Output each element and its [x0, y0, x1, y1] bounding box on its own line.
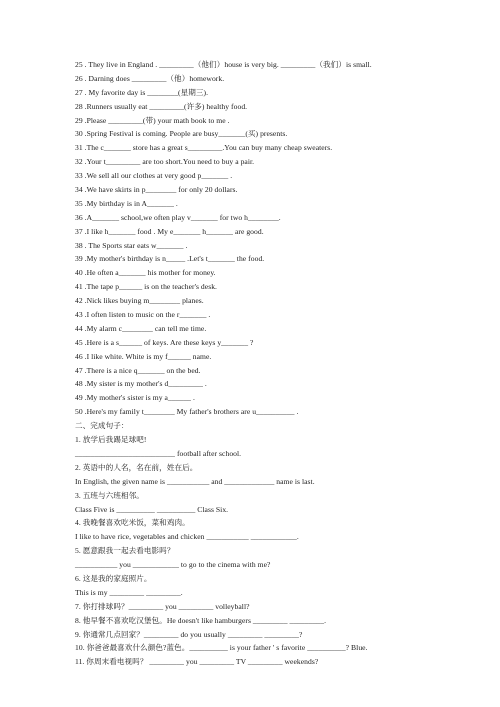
text-line: 45 .Here is a s______ of keys. Are these keys y_______ ? [75, 337, 254, 347]
text-line: 29 .Please _________(带) your math book to me . [75, 115, 230, 125]
text-line: 10. 你爸爸最喜欢什么颜色?蓝色。__________ is your father ' s favorite __________? Blue. [75, 643, 368, 653]
text-line: 41 .The tape p______ is on the teacher's desk. [75, 282, 218, 292]
text-line: 38 . The Sports star eats w_______ . [75, 240, 188, 250]
text-line: 32 .Your t_________ are too short.You need to buy a pair. [75, 157, 255, 167]
text-line: 2. 英语中的人名，名在前，姓在后。 [75, 462, 198, 472]
text-line: 31 .The c_______ store has a great s_________.You can buy many cheap sweaters. [75, 143, 333, 153]
text-line: 42 .Nick likes buying m________ planes. [75, 296, 204, 306]
text-line: 8. 他早餐不喜欢吃汉堡包。He doesn't like hamburgers _________ _________. [75, 615, 327, 625]
text-line: 46 .I like white. White is my f______ name. [75, 351, 212, 361]
text-line: 27 . My favorite day is ________(星期三). [75, 87, 209, 97]
text-line: 28 .Runners usually eat _________(许多) healthy food. [75, 101, 248, 111]
text-line: 二、完成句子： [75, 421, 129, 431]
text-line: 9. 你通常几点回家？_________ do you usually _________ _________? [75, 629, 303, 639]
text-line: This is my _________ _________. [75, 587, 183, 597]
text-line: 11. 你周末看电视吗？ _________ you _________ TV _________ weekends? [75, 657, 319, 667]
text-line: 6. 这是我的家庭照片。 [75, 573, 152, 583]
text-line: 4. 我晚餐喜欢吃米饭，菜和鸡肉。 [75, 518, 190, 528]
text-line: 34 .We have skirts in p________ for only 20 dollars. [75, 185, 238, 195]
text-line: 26 . Darning does _________（他）homework. [75, 73, 225, 83]
text-line: 37 .I like h_______ food . My e_______ h_______ are good. [75, 226, 264, 236]
text-line: 40 .He often a_______ his mother for money. [75, 268, 216, 278]
text-line: 30 .Spring Festival is coming. People are busy_______(买) presents. [75, 129, 288, 139]
text-line: 43 .I often listen to music on the r_______ . [75, 310, 211, 320]
text-line: 39 .My mother's birthday is n_____ .Let's t_______ the food. [75, 254, 265, 264]
text-line: 35 .My birthday is in A_______ . [75, 198, 178, 208]
text-line: 44 .My alarm c________ can tell me time. [75, 323, 207, 333]
text-line: 33 .We sell all our clothes at very good p_______ . [75, 171, 233, 181]
text-line: 1. 放学后我踢足球吧! [75, 435, 147, 445]
text-line: ___________ you ____________ to go to the cinema with me? [75, 560, 271, 570]
text-line: 5. 愿意跟我一起去看电影吗？ [75, 546, 175, 556]
text-line: 25 . They live in England . _________（他们）house is very big. _________（我们）is small. [75, 60, 372, 69]
text-line: 7. 你打排球吗？_________ you _________ volleyball? [75, 601, 250, 611]
text-line: In English, the given name is ___________ and _____________ name is last. [75, 476, 315, 486]
text-line: I like to have rice, vegetables and chicken ___________ ____________. [75, 532, 299, 542]
exercise-text [75, 58, 475, 669]
text-line: __________________________ football after school. [75, 448, 242, 458]
text-line: 47 .There is a nice q_______ on the bed. [75, 365, 201, 375]
text-line: 49 .My mother's sister is my a______ . [75, 393, 195, 403]
text-line: 48 .My sister is my mother's d_________ . [75, 379, 207, 389]
text-line: 36 .A_______ school,we often play v_______ for two h________. [75, 212, 281, 222]
text-line: 50 .Here's my family t________ My father's brothers are u__________ . [75, 407, 299, 417]
text-line: 3. 五班与六班相邻。 [75, 490, 144, 500]
text-line: Class Five is __________ __________ Class Six. [75, 504, 229, 514]
